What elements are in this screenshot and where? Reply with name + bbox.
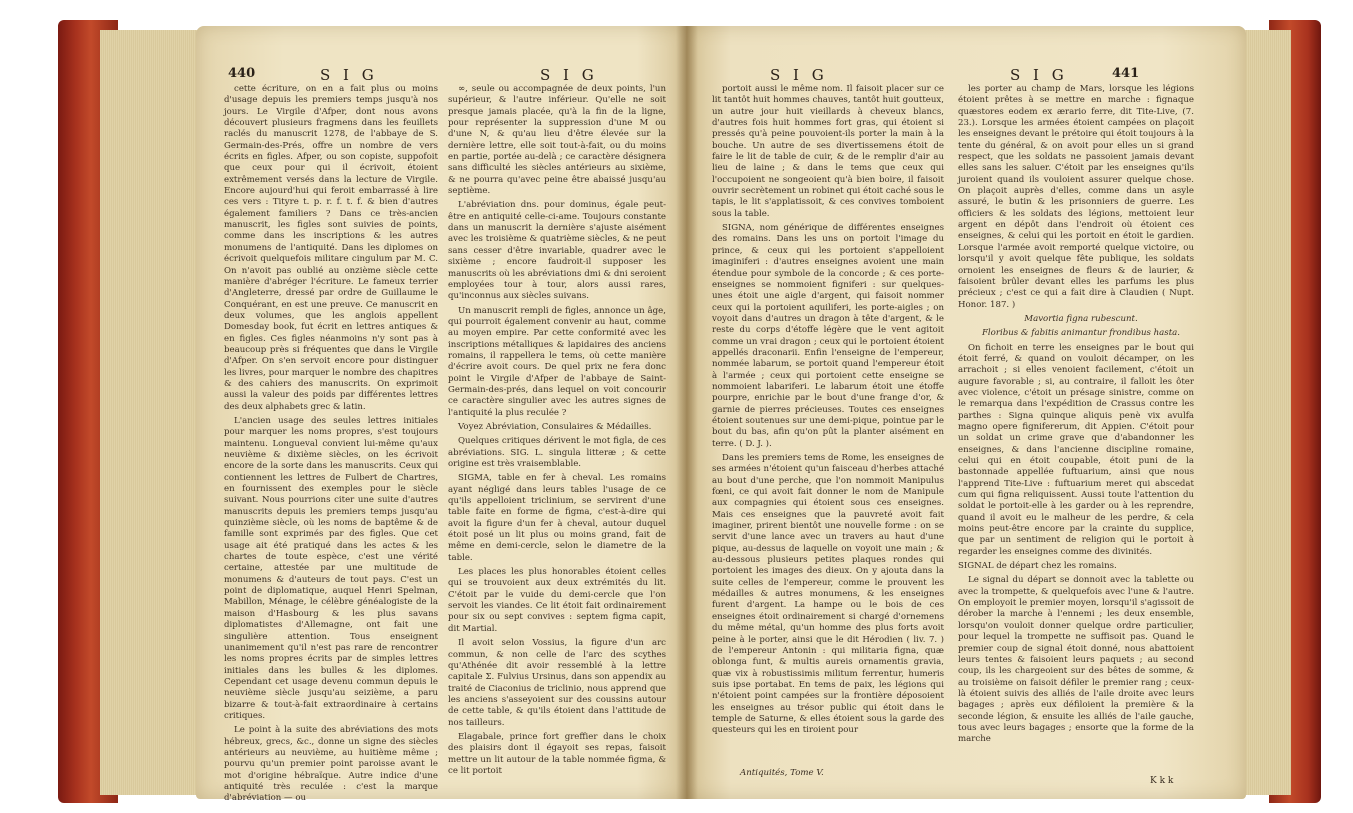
page-edges-right xyxy=(1239,30,1291,795)
page-edges-left xyxy=(100,30,210,795)
signature-mark: K k k xyxy=(1150,776,1174,786)
paragraph: Elagabale, prince fort greffier dans le choix des plaisirs dont il égayoit ses repas, faisoit mettre un lit autour de la table nommée figma, & ce lit portoit xyxy=(448,731,666,776)
running-head-left-2: S I G xyxy=(540,66,598,84)
right-page-column-1 xyxy=(712,84,944,764)
paragraph: les porter au champ de Mars, lorsque les légions étoient prêtes à se mettre en marche : fignaque quæstores eodem ex ærario ferre, dit Tite-Live, (7. 23.). Lorsque les armées étoient campées on plaçoit les enseignes devant le prétoire qui étoit toujours à la tente du général, & on avoit pour elles un si grand respect, que les soldats ne passoient jamais devant elles sans les saluer. C'étoit par les enseignes qu'ils juroient quand ils vouloient assurer quelque chose. On plaçoit auprès d'elles, comme dans un asyle assuré, le butin & les prisonniers de guerre. Les officiers & les soldats des légions, mettoient leur argent en dépôt dans l'endroit où étoient ces enseignes, & celui qui les portoit en étoit le gardien. Lorsque l'armée avoit remporté quelque victoire, ou lorsqu'il y avoit quelque fête publique, les soldats ornoient les enseignes de fleurs & de laurier, & faisoient brûler devant elles les parfums les plus précieux ; c'est ce qui a fait dire à Claudien ( Nupt. Honor. 187. ) xyxy=(958,84,1194,310)
verse-line: Floribus & fabitis animantur frondibus hasta. xyxy=(981,328,1181,339)
paragraph: Il avoit selon Vossius, la figure d'un arc commun, & non celle de l'arc des scythes qu'Athénée dit avoir ressemblé à la lettre capitale Σ. Fulvius Ursinus, dans son appendix au traité de Ciaconius de triclinio, nous apprend que les anciens s'asseyoient sur des coussins autour de cette table, & qu'ils étoient dans l'attitude de nos tailleurs. xyxy=(448,638,666,728)
page-number-right: 441 xyxy=(1112,66,1140,81)
paragraph: Le signal du départ se donnoit avec la tablette ou avec la trompette, & quelquefois avec l'une & l'autre. On employoit le premier moyen, lorsqu'il s'agissoit de dérober la marche à l'ennemi ; les deux ensemble, lorsqu'on vouloit donner quelque ordre particulier, pour lequel la trompette ne suffisoit pas. Quand le premier coup de signal étoit donné, nous abattoient leurs tentes & faisoient leurs paquets ; au second coup, ils les chargeoient sur des bêtes de somme, & au troisième on faisoit défiler le premier rang ; ceux-là étoient suivis des alliés de l'aile droite avec leurs bagages ; après eux défiloient la première & la seconde légion, & ensuite les alliés de l'aile gauche, tous avec leurs bagages ; ensorte que la forme de la marche xyxy=(958,575,1194,745)
paragraph: Les places les plus honorables étoient celles qui se trouvoient aux deux extrémités du lit. C'étoit par le vuide du demi-cercle que l'on servoit les viandes. Ce lit étoit fait ordinairement pour six ou sept convives : septem figma capit, dit Martial. xyxy=(448,567,666,634)
paragraph: Le point à la suite des abréviations des mots hébreux, grecs, &c., donne un signe des siècles antérieurs au neuvième, au huitième même ; pourvu qu'un premier point paroisse avant le mot d'origine hébraïque. Autre indice d'une antiquité très reculée : c'est la marque d'abréviation — ou xyxy=(224,725,438,804)
paragraph: SIGNA, nom générique de différentes enseignes des romains. Dans les uns on portoit l'image du prince, & ceux qui les portoient s'appelloient imaginiferi : d'autres enseignes avoient une main étendue pour symbole de la concorde ; & ces porte-enseignes se nommoient figniferi : sur quelques-unes étoit une aigle d'argent, qui faisoit nommer ceux qui la portoient aquiliferi, les porte-aigles ; on voyoit dans d'autres un dragon à tête d'argent, & le reste du corps d'étoffe légère que le vent agitoit comme un vrai dragon ; ceux qui le portoient étoient appellés draconarii. Enfin l'enseigne de l'empereur, nommée labarum, se portoit quand l'empereur étoit à l'armée ; ceux qui portoient cette enseigne se nommoient labariferi. Le labarum étoit une étoffe pourpre, enrichie par le bout d'une frange d'or, & garnie de pierres précieuses. Toutes ces enseignes étoient soutenues sur une demi-pique, pointue par le bout du bas, afin qu'on pût la planter aisément en terre. ( D. J. ). xyxy=(712,223,944,449)
paragraph: Un manuscrit rempli de figles, annonce un âge, qui pourroit également convenir au haut, comme au moyen empire. Par cette conformité avec les inscriptions métalliques & lapidaires des anciens romains, il rappellera le tems, où cette manière d'écrire avoit cours. De quel prix ne fera donc point le Virgile d'Afper de l'abbaye de Saint-Germain-des-prés, dans lequel on voit concourir ce caractère singulier avec les autres signes de l'antiquité la plus reculée ? xyxy=(448,305,666,418)
paragraph: cette écriture, on en a fait plus ou moins d'usage depuis les premiers temps jusqu'à nos jours. Le Virgile d'Afper, dont nous avons découvert plusieurs fragmens dans les feuillets raclés du manuscrit 1278, de l'abbaye de S. Germain-des-Prés, offre un nombre de vers écrits en figles. Afper, ou son copiste, suppofoit que ceux pour qui il écrivoit, étoient extrêmement versés dans la lecture de Virgile. Encore aujourd'hui qui feroit embarrassé à lire ces vers : Tityre t. p. r. f. t. f. & bien d'autres également familiers ? Dans ce très-ancien manuscrit, les figles sont suivies de points, comme dans les inscriptions & les autres monumens de l'antiquité. Dans les diplomes on écrivoit quelquefois militare cingulum par M. C. On n'avoit pas oublié au onzième siècle cette manière d'abréger l'écriture. Le fameux terrier d'Angleterre, dressé par ordre de Guillaume le Conquérant, en est une preuve. Ce manuscrit en deux volumes, que les anglois appellent Domesday book, fut écrit en lettres antiques & en figles. Ces figles néanmoins n'y sont pas à beaucoup près si fréquentes que dans le Virgile d'Afper. On s'en servoit encore pour distinguer les livres, pour marquer le nombre des chapitres & des cahiers des manuscrits. On exprimoit aussi la valeur des poids par différentes lettres des deux alphabets grec & latin. xyxy=(224,84,438,412)
paragraph: portoit aussi le même nom. Il faisoit placer sur ce lit tantôt huit hommes chauves, tantôt huit goutteux, un autre jour huit vieillards à cheveux blancs, d'autres fois huit hommes fort gras, qui étoient si pressés qu'à peine pouvoient-ils porter la main à la bouche. Un autre de ses divertissemens étoit de faire le lit de table de cuir, & de le remplir d'air au lieu de laine ; & dans le tems que ceux qui l'occupoient ne songeoient qu'à bien boire, il faisoit ouvrir secrètement un robinet qui étoit caché sous le tapis, le lit s'applatissoit, & ces convives tomboient sous la table. xyxy=(712,84,944,219)
left-page-column-1 xyxy=(224,84,438,804)
paragraph: On fichoit en terre les enseignes par le bout qui étoit ferré, & quand on vouloit décamper, on les arrachoit ; si elles venoient facilement, c'étoit un augure favorable ; si, au contraire, il falloit les ôter avec violence, c'étoit un présage sinistre, comme on le remarqua dans l'expédition de Crassus contre les parthes : Signa quinque aliquis penè vix avulfa magno opere fignifererum, dit Appien. C'étoit pour un soldat un crime grave que d'abandonner les enseignes, & dans l'ancienne discipline romaine, celui qui en étoit coupable, étoit puni de la bastonnade appellée fuftuarium, ainsi que nous l'apprend Tite-Live : fuftuarium meret qui abscedat cum qui figna reliquissent. Aussi toute l'attention du soldat le portoit-elle à les garder ou à les reprendre, quand il avoit eu le malheur de les perdre, & cela moins peut-être encore par la crainte du supplice, que par un sentiment de religion qui le portoit à regarder les enseignes comme des divinités. xyxy=(958,342,1194,557)
right-page-column-2 xyxy=(958,84,1194,764)
page-number-left: 440 xyxy=(228,66,256,81)
paragraph: SIGMA, table en fer à cheval. Les romains ayant négligé dans leurs tables l'usage de ce qu'ils appelloient triclinium, se servirent d'une table faite en forme de figma, c'est-à-dire qui avoit la figure d'un fer à cheval, autour duquel étoit posé un lit plus ou moins grand, fait de même en demi-cercle, selon le diametre de la table. xyxy=(448,473,666,563)
paragraph: ∞, seule ou accompagnée de deux points, l'un supérieur, & l'autre inférieur. Qu'elle ne soit presque jamais placée, qu'à la fin de la ligne, pour représenter la suppression d'une M ou d'une N, & qu'au lieu d'être élevée sur la dernière lettre, elle soit tout-à-fait, ou du moins en partie, portée au-delà ; ce caractère désignera sans difficulté les siècles antérieurs au sixième, & ne pourra qu'avec peine être abaissé jusqu'au septième. xyxy=(448,84,666,197)
verse-line: Mavortia figna rubescunt. xyxy=(1024,313,1138,324)
paragraph: L'abréviation dns. pour dominus, égale peut-être en antiquité celle-ci-ame. Toujours constante dans un manuscrit la dernière s'ajuste aisément avec les troisième & quatrième siècles, & ne peut sans cesser d'être invariable, quadrer avec le sixième ; encore faudroit-il supposer les manuscrits où les abréviations dmi & dni seroient employées tour à tour, alors aussi rares, qu'inconnus aux siècles suivans. xyxy=(448,200,666,302)
paragraph: Dans les premiers tems de Rome, les enseignes de ses armées n'étoient qu'un faisceau d'herbes attaché au bout d'une perche, que l'on nommoit Manipulus fœni, ce qui avoit fait donner le nom de Manipule aux compagnies qui étoient sous ces enseignes. Mais ces enseignes que la pauvreté avoit fait imaginer, prirent bientôt une nouvelle forme : on se servit d'une lance avec un travers au haut d'une pique, au-dessus de laquelle on voyoit une main ; & au-dessous plusieurs petites plaques rondes qui portoient les images des dieux. On y ajouta dans la suite celles de l'empereur, comme le prouvent les médailles & autres monumens, & les enseignes furent d'argent. La hampe ou le bois de ces enseignes étoit ordinairement si chargé d'ornemens du même métal, qu'un homme des plus forts avoit peine à le porter, ainsi que le dit Hérodien ( liv. 7. ) de l'empereur Antonin : qui militaria figna, quæ oblonga funt, & multis aureis ornamentis gravia, quæ vix à robustissimis militum ferrentur, humeris suis ipse portabat. En tems de paix, les légions qui n'étoient point campées sur la frontière déposoient les enseignes au trésor public qui étoit dans le temple de Saturne, & elles étoient sous la garde des questeurs qui les en tiroient pour xyxy=(712,453,944,736)
paragraph: Voyez Abréviation, Consulaires & Médailles. xyxy=(458,421,652,432)
running-head-left-1: S I G xyxy=(320,66,378,84)
book-gutter xyxy=(676,26,698,799)
paragraph: Quelques critiques dérivent le mot figla, de ces abréviations. SIG. L. singula litteræ ; & cette origine est très vraisemblable. xyxy=(448,436,666,469)
paragraph: L'ancien usage des seules lettres initiales pour marquer les noms propres, s'est toujours maintenu. Longueval convient lui-même qu'aux neuvième & dixième siècles, on les écrivoit encore de la sorte dans les manuscrits. Ceux qui contiennent les lettres de Fulbert de Chartres, en fournissent des exemples pour le siècle suivant. Nous pourrions citer une suite d'autres manuscrits depuis les premiers temps jusqu'au quinzième siècle, où les noms de baptême & de famille sont exprimés par des figles. Que cet usage ait été pratiqué dans les actes & les chartes de toute espèce, c'est une vérité certaine, attestée par une multitude de monumens & d'auteurs de tout pays. C'est un point de diplomatique, auquel Henri Spelman, Mabillon, Ménage, le célèbre généalogiste de la maison d'Hasbourg & les plus savans diplomatistes d'Allemagne, ont fait une singulière attention. Tous enseignent unanimement qu'il n'est pas rare de rencontrer les noms propres écrits par de simples lettres initiales dans les bulles & les diplomes. Cependant cet usage devenu commun depuis le neuvième siècle jusqu'au seizième, a paru bizarre & tout-à-fait extraordinaire à certains critiques. xyxy=(224,415,438,721)
page-footer: Antiquités, Tome V. xyxy=(740,768,824,778)
running-head-right-1: S I G xyxy=(770,66,828,84)
running-head-right-2: S I G xyxy=(1010,66,1068,84)
left-page-column-2 xyxy=(448,84,666,784)
section-heading: SIGNAL de départ chez les romains. xyxy=(958,561,1117,572)
